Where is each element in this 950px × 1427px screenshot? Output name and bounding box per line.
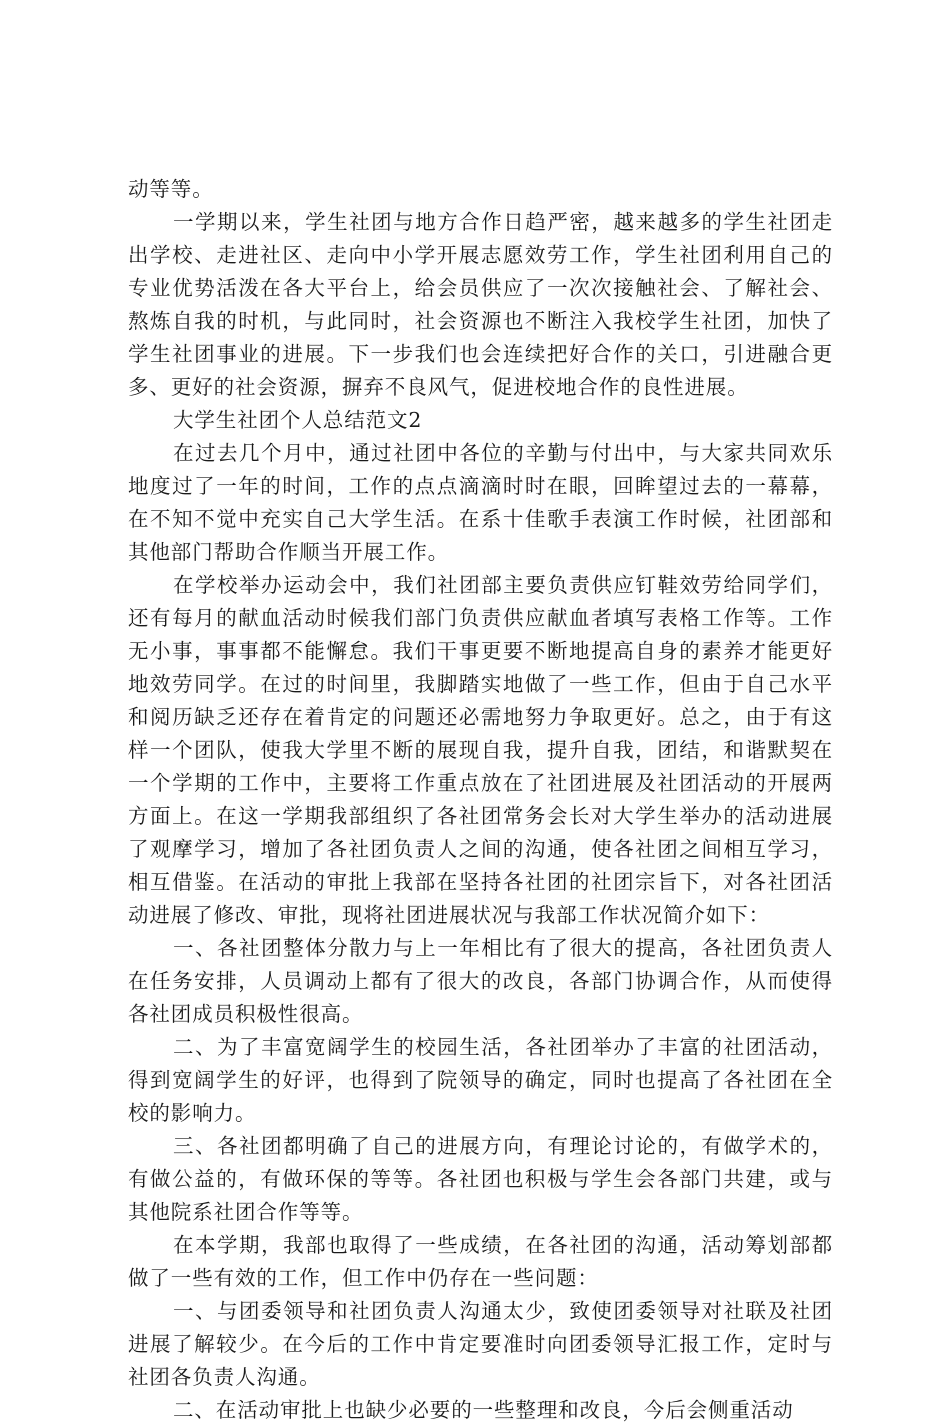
paragraph-continuation: 动等等。 <box>128 177 214 201</box>
paragraph-problem-one: 一、与团委领导和社团负责人沟通太少，致使团委领导对社联及社团进展了解较少。在今后的工作中肯定要准时向团委领导汇报工作，定时与社团各负责人沟通。 <box>128 1299 833 1389</box>
paragraph-intro: 在过去几个月中，通过社团中各位的辛勤与付出中，与大家共同欢乐地度过了一年的时间，工作的点点滴滴时时在眼，回眸望过去的一幕幕，在不知不觉中充实自己大学生活。在系十佳歌手表演工作时候，社团部和其他部门帮助合作顺当开展工作。 <box>128 441 833 564</box>
paragraph-problem-two: 二、在活动审批上也缺少必要的一些整理和改良，今后会侧重活动 <box>173 1398 794 1422</box>
section-heading: 大学生社团个人总结范文2 <box>173 408 423 432</box>
paragraph-point-one: 一、各社团整体分散力与上一年相比有了很大的提高，各社团负责人在任务安排，人员调动上都有了很大的改良，各部门协调合作，从而使得各社团成员积极性很高。 <box>128 936 833 1026</box>
paragraph-point-two: 二、为了丰富宽阔学生的校园生活，各社团举办了丰富的社团活动，得到宽阔学生的好评，也得到了院领导的确定，同时也提高了各社团在全校的影响力。 <box>128 1035 833 1125</box>
paragraph-work-details: 在学校举办运动会中，我们社团部主要负责供应钉鞋效劳给同学们，还有每月的献血活动时候我们部门负责供应献血者填写表格工作等。工作无小事，事事都不能懈怠。我们干事更要不断地提高自身的素养才能更好地效劳同学。在过的时间里，我脚踏实地做了一些工作，但由于自己水平和阅历缺乏还存在着肯定的问题还必需地努力争取更好。总之，由于有这样一个团队，使我大学里不断的展现自我，提升自我，团结，和谐默契在一个学期的工作中，主要将工作重点放在了社团进展及社团活动的开展两方面上。在这一学期我部组织了各社团常务会长对大学生举办的活动进展了观摩学习，增加了各社团负责人之间的沟通，使各社团之间相互学习，相互借鉴。在活动的审批上我部在坚持各社团的社团宗旨下，对各社团活动进展了修改、审批，现将社团进展状况与我部工作状况简介如下： <box>128 573 833 927</box>
paragraph-point-three: 三、各社团都明确了自己的进展方向，有理论讨论的，有做学术的，有做公益的，有做环保的等等。各社团也积极与学生会各部门共建，或与其他院系社团合作等等。 <box>128 1134 833 1224</box>
paragraph-problems-intro: 在本学期，我部也取得了一些成绩，在各社团的沟通，活动筹划部都做了一些有效的工作，但工作中仍存在一些问题： <box>128 1233 833 1290</box>
paragraph-cooperation-summary: 一学期以来，学生社团与地方合作日趋严密，越来越多的学生社团走出学校、走进社区、走向中小学开展志愿效劳工作，学生社团利用自己的专业优势活泼在各大平台上，给会员供应了一次次接触社会、了解社会、熬炼自我的时机，与此同时，社会资源也不断注入我校学生社团，加快了学生社团事业的进展。下一步我们也会连续把好合作的关口，引进融合更多、更好的社会资源，摒弃不良风气，促进校地合作的良性进展。 <box>128 210 833 399</box>
document-body <box>128 173 833 1427</box>
